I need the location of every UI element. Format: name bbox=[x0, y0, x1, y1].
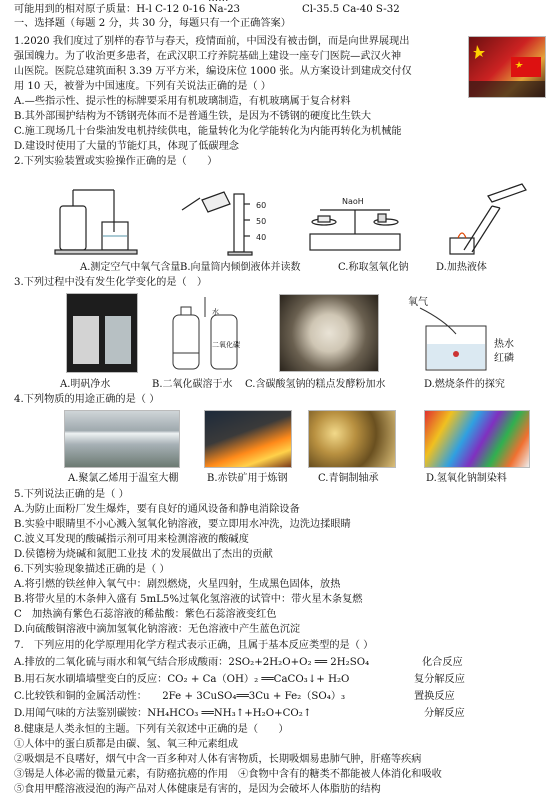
q6-stem: 6.下列实验现象描述正确的是（ ） bbox=[14, 564, 170, 575]
q1-option-a: A.—些指示性、提示性的标牌要采用有机玻璃制造，有机玻璃属于复合材料 bbox=[14, 96, 351, 107]
q1-line-3: 山医院。医院总建筑面积 3.39 万平方米，编设床位 1000 张。从方案设计到建成交付仅 bbox=[14, 66, 412, 77]
q3-caption-a: A.明矾净水 bbox=[60, 379, 111, 390]
q4-caption-a: A.聚氯乙烯用于温室大棚 bbox=[68, 473, 179, 484]
q8-statement-1: ①人体中的蛋白质都是由碳、氢、氧三种元素组成 bbox=[14, 739, 239, 750]
q7-type-a: 化合反应 bbox=[422, 657, 463, 668]
q1-line-4: 用 10 天，被誉为中国速度。下列有关说法正确的是（ ） bbox=[14, 81, 271, 92]
greenhouse-photo bbox=[64, 410, 180, 468]
cylinder-mark-60: 60 bbox=[256, 201, 267, 210]
naoh-label: NaoH bbox=[342, 197, 364, 206]
apparatus-a bbox=[55, 190, 137, 254]
q1-line-1: 1.2020 我们度过了别样的春节与春天，疫情面前，中国没有被击倒，而是向世界展现出 bbox=[14, 36, 410, 47]
q6-option-c: C 加热滴有紫色石蕊溶液的稀盐酸：紫色石蕊溶液变红色 bbox=[14, 609, 277, 620]
q7-type-d: 分解反应 bbox=[424, 708, 465, 719]
q8-statement-2: ②吸烟是不良嗜好，烟气中含一百多种对人体有害物质，长期吸烟易患肺气肿，肝癌等疾病 bbox=[14, 754, 422, 765]
apparatus-b bbox=[182, 192, 252, 255]
beakers-illustration bbox=[67, 294, 138, 373]
q7-type-b: 复分解反应 bbox=[414, 674, 465, 685]
q1-option-c: C.施工现场几十台柴油发电机持续供电，能量转化为化学能转化为内能再转化为机械能 bbox=[14, 126, 402, 137]
q8-statement-5: ⑤食用甲醛溶液浸泡的海产品对人体健康是有害的，是因为会破坏人体脂肪的结构 bbox=[14, 784, 381, 795]
q6-option-a: A.将引燃的铁丝伸入氧气中：剧烈燃烧，火星四射，生成黑色固体，放热 bbox=[14, 579, 341, 590]
q5-option-a: A.为防止面粉厂发生爆炸，要有良好的通风设备和静电消除设备 bbox=[14, 504, 300, 515]
flag-crowd-illustration bbox=[469, 37, 546, 98]
q3-stem: 3.下列过程中没有发生化学变化的是（ ） bbox=[14, 277, 208, 288]
q2-stem: 2.下列实验装置或实验操作正确的是（ ） bbox=[14, 156, 218, 167]
q7-stem: 7. 下列应用的化学原理用化学方程式表示正确，且属于基本反应类型的是（ ） bbox=[14, 640, 374, 651]
q5-option-d: D.侯德榜为烧碱和氮肥工业技 术的发展做出了杰出的贡献 bbox=[14, 549, 273, 560]
q5-option-c: C.波义耳发现的酸碱指示剂可用来检测溶液的酸碱度 bbox=[14, 534, 249, 545]
red-phosphorus-label: 红磷 bbox=[494, 353, 514, 364]
q1-option-d: D.建设时使用了大量的节能灯具，体现了低碳理念 bbox=[14, 141, 239, 152]
section-title: 一、选择题（每题 2 分，共 30 分，每题只有一个正确答案） bbox=[14, 18, 291, 29]
q4-caption-b: B.赤铁矿用于炼钢 bbox=[207, 473, 288, 484]
baking-powder-photo bbox=[279, 294, 379, 372]
cylinder-mark-50: 50 bbox=[256, 217, 267, 226]
q7-option-a: A.排放的二氧化硫与雨水和氧气结合形成酸雨：2SO₂+2H₂O+O₂ ══ 2H₂SO₄ bbox=[14, 657, 370, 668]
q2-apparatus-figure bbox=[52, 180, 532, 260]
q7-option-b: B.用石灰水刷墙墙壁变白的反应：CO₂ + Ca（OH）₂ ══CaCO₃↓+ H₂O bbox=[14, 674, 350, 685]
q6-option-d: D.向硫酸铜溶液中滴加氢氧化钠溶液：无色溶液中产生蓝色沉淀 bbox=[14, 624, 301, 635]
cylinder-mark-40: 40 bbox=[256, 233, 267, 242]
steelmaking-photo bbox=[204, 410, 292, 468]
apparatus-c bbox=[310, 210, 400, 250]
q3-caption-d: D.燃烧条件的探究 bbox=[424, 379, 505, 390]
q8-statement-3: ③锡是人体必需的微量元素，有防癌抗癌的作用 ④食物中含有的糖类不都能被人体消化和吸收 bbox=[14, 769, 442, 780]
hospital-photo bbox=[468, 36, 546, 98]
water-label: 水 bbox=[212, 308, 219, 316]
hot-water-label: 热水 bbox=[494, 339, 514, 350]
oxygen-label: 氧气 bbox=[408, 297, 428, 308]
apparatus-d bbox=[450, 184, 526, 254]
q2-caption-d: D.加热液体 bbox=[436, 262, 487, 273]
q5-stem: 5.下列说法正确的是（ ） bbox=[14, 489, 129, 500]
bottle-illustration bbox=[165, 293, 251, 373]
q1-line-2: 强国魄力。为了收治更多患者，在武汉职工疗养院基础上建设一座专门医院—武汉火神 bbox=[14, 51, 402, 62]
bearing-photo bbox=[308, 410, 396, 468]
q7-type-c: 置换反应 bbox=[414, 691, 455, 702]
q2-caption-c: C.称取氢氧化钠 bbox=[338, 262, 409, 273]
q6-option-b: B.将带火星的木条伸入盛有 5mL5%过氧化氢溶液的试管中：带火星木条复燃 bbox=[14, 594, 363, 605]
q4-caption-d: D.氢氧化钠制染料 bbox=[426, 473, 507, 484]
q7-option-d: D.用闻气味的方法鉴别碳铵：NH₄HCO₃ ══NH₃↑+H₂O+CO₂↑ bbox=[14, 708, 312, 719]
q4-caption-c: C.青铜制轴承 bbox=[318, 473, 379, 484]
q5-option-b: B.实验中眼睛里不小心溅入氢氧化钠溶液，要立即用水冲洗，边洗边揉眼睛 bbox=[14, 519, 351, 530]
q3-caption-c: C.含碳酸氢钠的糕点发酵粉加水 bbox=[245, 379, 386, 390]
alum-photo bbox=[66, 293, 138, 373]
co2-bottle-figure bbox=[165, 293, 251, 373]
atomic-masses-line: 可能用到的相对原子质量：H-l C-12 0-16 Na-23 bbox=[14, 4, 241, 15]
dye-powder-photo bbox=[424, 410, 530, 468]
atomic-masses-line-2: Cl-35.5 Ca-40 S-32 bbox=[302, 4, 400, 15]
q2-caption-b: B.向量筒内倾倒液体并读数 bbox=[180, 262, 301, 273]
q1-option-b: B.其外部围护结构为不锈钢壳体而不是普通生铁，是因为不锈钢的硬度比生铁大 bbox=[14, 111, 372, 122]
q7-option-c: C.比较铁和铜的金属活动性： 2Fe + 3CuSO₄══3Cu + Fe₂（SO₄）₃ bbox=[14, 691, 346, 702]
co2-label: 二氧化碳 bbox=[212, 341, 240, 349]
q3-caption-b: B.二氧化碳溶于水 bbox=[152, 379, 233, 390]
q2-caption-a: A.测定空气中氧气含量 bbox=[80, 262, 181, 273]
q4-stem: 4.下列物质的用途正确的是（ ） bbox=[14, 394, 160, 405]
q8-stem: 8.健康是人类永恒的主题。下列有关叙述中正确的是（ ） bbox=[14, 724, 289, 735]
